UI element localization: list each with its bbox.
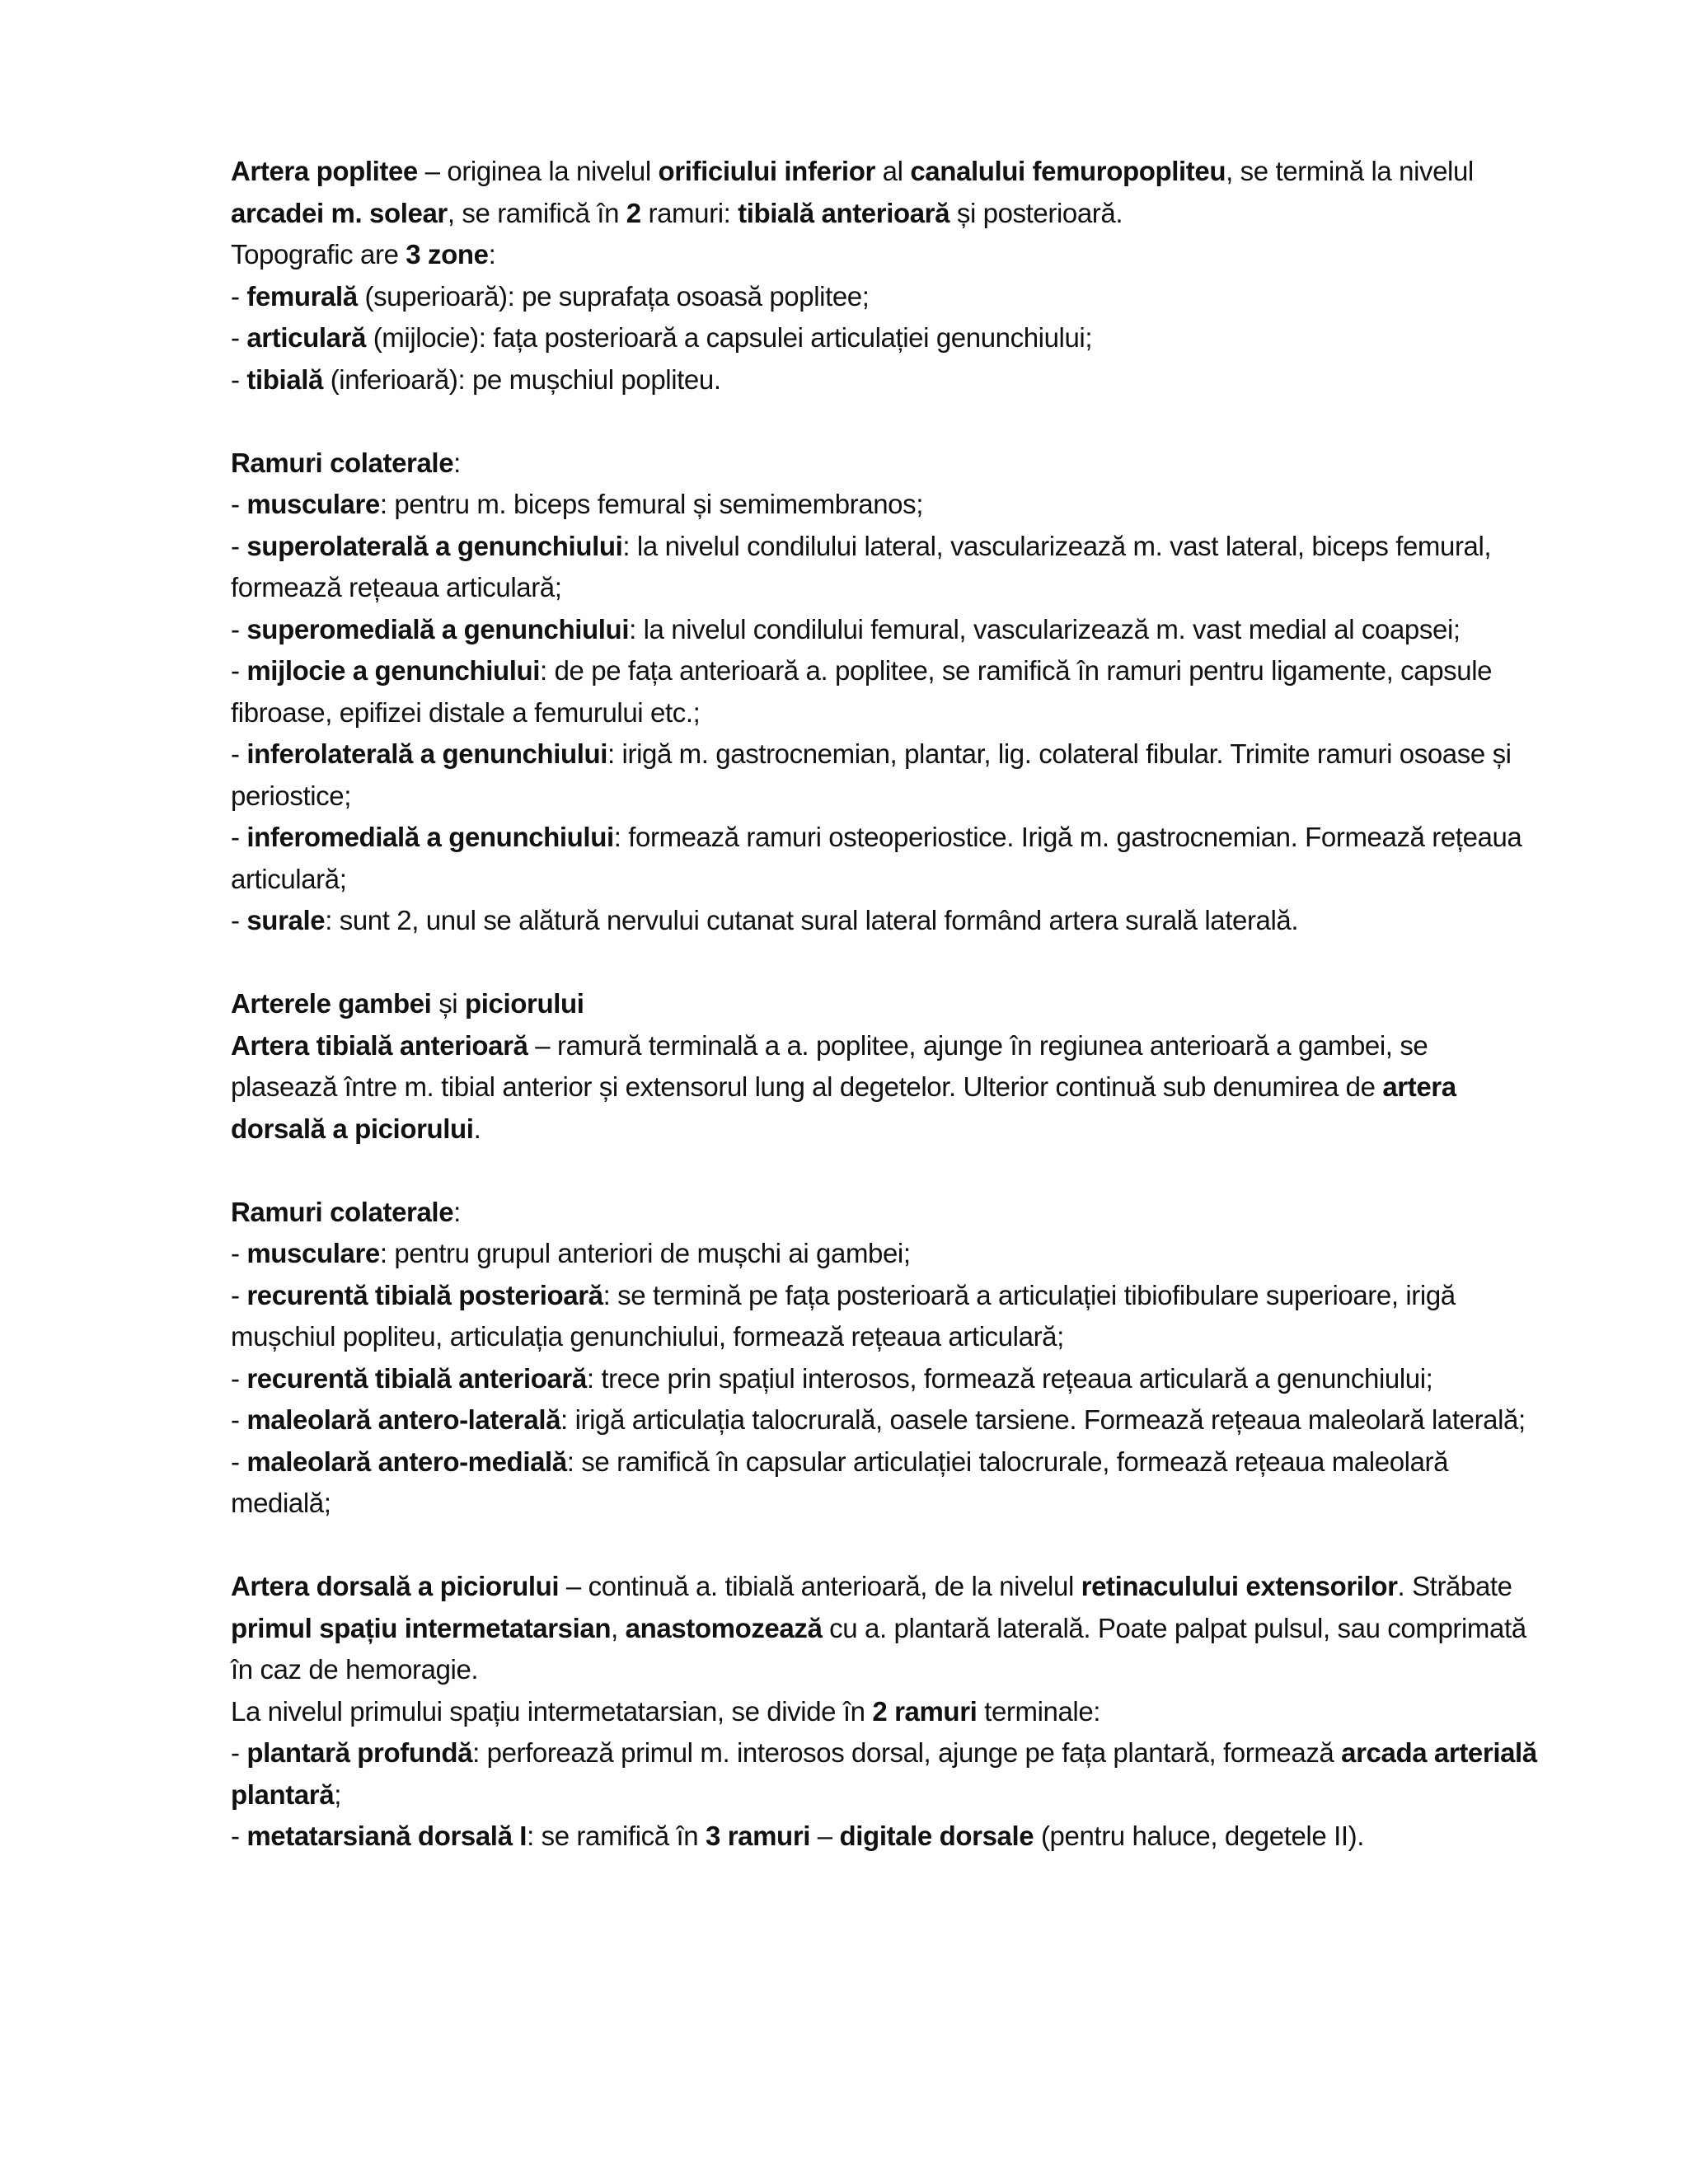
- paragraph: [231, 1441, 1541, 1525]
- text-run: : pentru m. biceps femural și semimembranos;: [379, 489, 923, 519]
- text-run: -: [231, 1404, 247, 1435]
- bold-text: 2: [626, 197, 641, 228]
- text-run: -: [231, 363, 247, 395]
- text-run: : irigă articulația talocrurală, oasele tarsiene. Formează rețeaua maleolară laterală;: [560, 1404, 1526, 1435]
- blank-line: [231, 942, 1541, 984]
- text-run: :: [453, 1196, 461, 1227]
- bold-text: inferolaterală a genunchiului: [246, 738, 608, 769]
- text-run: -: [231, 1279, 247, 1310]
- text-run: -: [231, 1737, 247, 1768]
- text-run: .: [473, 1113, 481, 1144]
- bold-text: arcada arterială plantară: [231, 1737, 1537, 1810]
- text-run: :: [488, 239, 496, 269]
- text-run: -: [231, 822, 247, 852]
- text-run: – ramură terminală a a. poplitee, ajunge în regiunea anterioară a gambei, se plasează între m. tibial anterior și extensorul lung al degetelor. Ulterior continuă sub denumirea de: [231, 1029, 1428, 1102]
- text-run: -: [231, 1821, 247, 1851]
- paragraph: [231, 817, 1541, 900]
- paragraph: [231, 1025, 1541, 1151]
- blank-line: [231, 1150, 1541, 1192]
- bold-text: maleolară antero-laterală: [246, 1404, 561, 1435]
- bold-text: superomedială a genunchiului: [246, 613, 630, 644]
- text-run: – continuă a. tibială anterioară, de la nivelul: [559, 1571, 1081, 1601]
- text-run: Topografic are: [231, 239, 406, 269]
- text-run: : se ramifică în capsular articulației talocrurale, formează rețeaua maleolară medială;: [231, 1446, 1449, 1518]
- paragraph: [231, 234, 1541, 276]
- text-run: : sunt 2, unul se alătură nervului cutanat sural lateral formând artera surală laterală.: [325, 905, 1299, 935]
- bold-text: Ramuri colaterale: [231, 447, 454, 478]
- text-run: -: [231, 738, 247, 769]
- text-run: : se ramifică în: [527, 1821, 706, 1851]
- text-run: : formează ramuri osteoperiostice. Irigă m. gastrocnemian. Formează rețeaua articulară;: [231, 822, 1522, 894]
- text-run: La nivelul primului spațiu intermetatarsian, se divide în: [231, 1695, 873, 1727]
- paragraph: [231, 1691, 1541, 1733]
- text-run: cu a. plantară laterală. Poate palpat pulsul, sau comprimată în caz de hemoragie.: [231, 1612, 1526, 1685]
- bold-text: piciorului: [465, 988, 584, 1019]
- text-run: :: [453, 447, 461, 478]
- text-run: -: [231, 280, 247, 312]
- paragraph: [231, 900, 1541, 942]
- text-run: : se termină pe fața posterioară a articulației tibiofibulare superioare, irigă mușchiul popliteu, articulația genunchiului, formează rețeaua articulară;: [231, 1279, 1456, 1352]
- text-run: -: [231, 322, 247, 353]
- text-run: -: [231, 489, 247, 519]
- paragraph: [231, 733, 1541, 817]
- bold-text: maleolară antero-medială: [246, 1446, 567, 1477]
- text-run: : de pe fața anterioară a. poplitee, se ramifică în ramuri pentru ligamente, capsule fibroase, epifizei distale a femurului etc.;: [231, 655, 1493, 728]
- bold-text: 3 ramuri: [706, 1821, 811, 1851]
- bold-text: artera dorsală a piciorului: [231, 1071, 1456, 1144]
- paragraph: [231, 983, 1541, 1025]
- text-run: –: [810, 1821, 840, 1851]
- paragraph: [231, 526, 1541, 609]
- text-run: (pentru haluce, degetele II).: [1034, 1821, 1364, 1851]
- text-run: . Străbate: [1397, 1571, 1512, 1601]
- bold-text: musculare: [246, 489, 380, 519]
- text-run: și: [431, 988, 466, 1019]
- paragraph: [231, 650, 1541, 733]
- text-run: (inferioară): pe mușchiul popliteu.: [322, 363, 721, 395]
- bold-text: superolaterală a genunchiului: [246, 530, 623, 561]
- text-run: -: [231, 655, 247, 686]
- paragraph: [231, 1358, 1541, 1400]
- text-run: , se ramifică în: [447, 197, 626, 228]
- bold-text: orificiului inferior: [658, 156, 875, 186]
- bold-text: surale: [246, 905, 326, 935]
- bold-text: inferomedială a genunchiului: [246, 822, 614, 852]
- bold-text: tibială: [246, 363, 323, 395]
- bold-text: Artera poplitee: [231, 156, 418, 186]
- text-run: : pentru grupul anteriori de mușchi ai gambei;: [379, 1238, 911, 1268]
- paragraph: [231, 1233, 1541, 1275]
- paragraph: [231, 1732, 1541, 1816]
- paragraph: [231, 1275, 1541, 1358]
- bold-text: 2 ramuri: [872, 1695, 978, 1727]
- bold-text: plantară profundă: [246, 1737, 473, 1768]
- bold-text: articulară: [246, 322, 366, 353]
- text-run: și posterioară.: [950, 197, 1123, 228]
- bold-text: tibială anterioară: [738, 197, 950, 228]
- bold-text: arcadei m. solear: [231, 197, 448, 228]
- bold-text: retinaculului extensorilor: [1081, 1571, 1398, 1601]
- paragraph: [231, 609, 1541, 651]
- text-run: (mijlocie): fața posterioară a capsulei articulației genunchiului;: [365, 322, 1093, 353]
- blank-line: [231, 1525, 1541, 1567]
- text-run: – originea la nivelul: [417, 156, 659, 186]
- text-run: (superioară): pe suprafața osoasă poplitee;: [357, 280, 870, 312]
- text-run: : trece prin spațiul interosos, formează rețeaua articulară a genunchiului;: [586, 1362, 1433, 1394]
- bold-text: mijlocie a genunchiului: [246, 655, 541, 686]
- text-run: , se termină la nivelul: [1226, 156, 1474, 186]
- bold-text: recurentă tibială posterioară: [246, 1279, 603, 1310]
- paragraph: [231, 1566, 1541, 1691]
- bold-text: Ramuri colaterale: [231, 1196, 454, 1227]
- paragraph: [231, 151, 1541, 234]
- text-run: al: [874, 156, 911, 186]
- bold-text: digitale dorsale: [839, 1821, 1034, 1851]
- bold-text: femurală: [246, 280, 358, 312]
- document-body: [231, 151, 1541, 1858]
- text-run: : irigă m. gastrocnemian, plantar, lig. colateral fibular. Trimite ramuri osoase și periostice;: [231, 738, 1512, 811]
- text-run: -: [231, 905, 247, 935]
- text-run: terminale:: [977, 1695, 1101, 1727]
- text-run: : perforează primul m. interosos dorsal, ajunge pe fața plantară, formează: [472, 1737, 1342, 1768]
- paragraph: [231, 276, 1541, 318]
- text-run: -: [231, 1362, 247, 1394]
- bold-text: recurentă tibială anterioară: [246, 1362, 587, 1394]
- text-run: -: [231, 1238, 247, 1268]
- bold-text: Arterele gambei: [231, 988, 432, 1019]
- paragraph: [231, 317, 1541, 359]
- bold-text: Artera dorsală a piciorului: [231, 1571, 560, 1601]
- paragraph: [231, 1399, 1541, 1441]
- bold-text: primul spațiu intermetatarsian: [231, 1612, 612, 1643]
- text-run: ,: [611, 1612, 626, 1643]
- paragraph: [231, 484, 1541, 526]
- bold-text: canalului femuropopliteu: [910, 156, 1226, 186]
- text-run: ramuri:: [640, 197, 738, 228]
- text-run: -: [231, 1446, 247, 1477]
- bold-text: anastomozează: [625, 1612, 823, 1643]
- text-run: ;: [334, 1779, 341, 1810]
- paragraph: [231, 359, 1541, 401]
- paragraph: [231, 1192, 1541, 1234]
- bold-text: 3 zone: [406, 239, 489, 269]
- text-run: : la nivelul condilului femural, vascularizează m. vast medial al coapsei;: [629, 613, 1461, 644]
- text-run: -: [231, 530, 247, 561]
- paragraph: [231, 1816, 1541, 1858]
- paragraph: [231, 443, 1541, 485]
- bold-text: metatarsiană dorsală I: [246, 1821, 528, 1851]
- blank-line: [231, 401, 1541, 443]
- bold-text: Artera tibială anterioară: [231, 1029, 528, 1061]
- text-run: : la nivelul condilului lateral, vascularizează m. vast lateral, biceps femural, formează rețeaua articulară;: [231, 530, 1492, 602]
- text-run: -: [231, 613, 247, 644]
- bold-text: musculare: [246, 1238, 380, 1268]
